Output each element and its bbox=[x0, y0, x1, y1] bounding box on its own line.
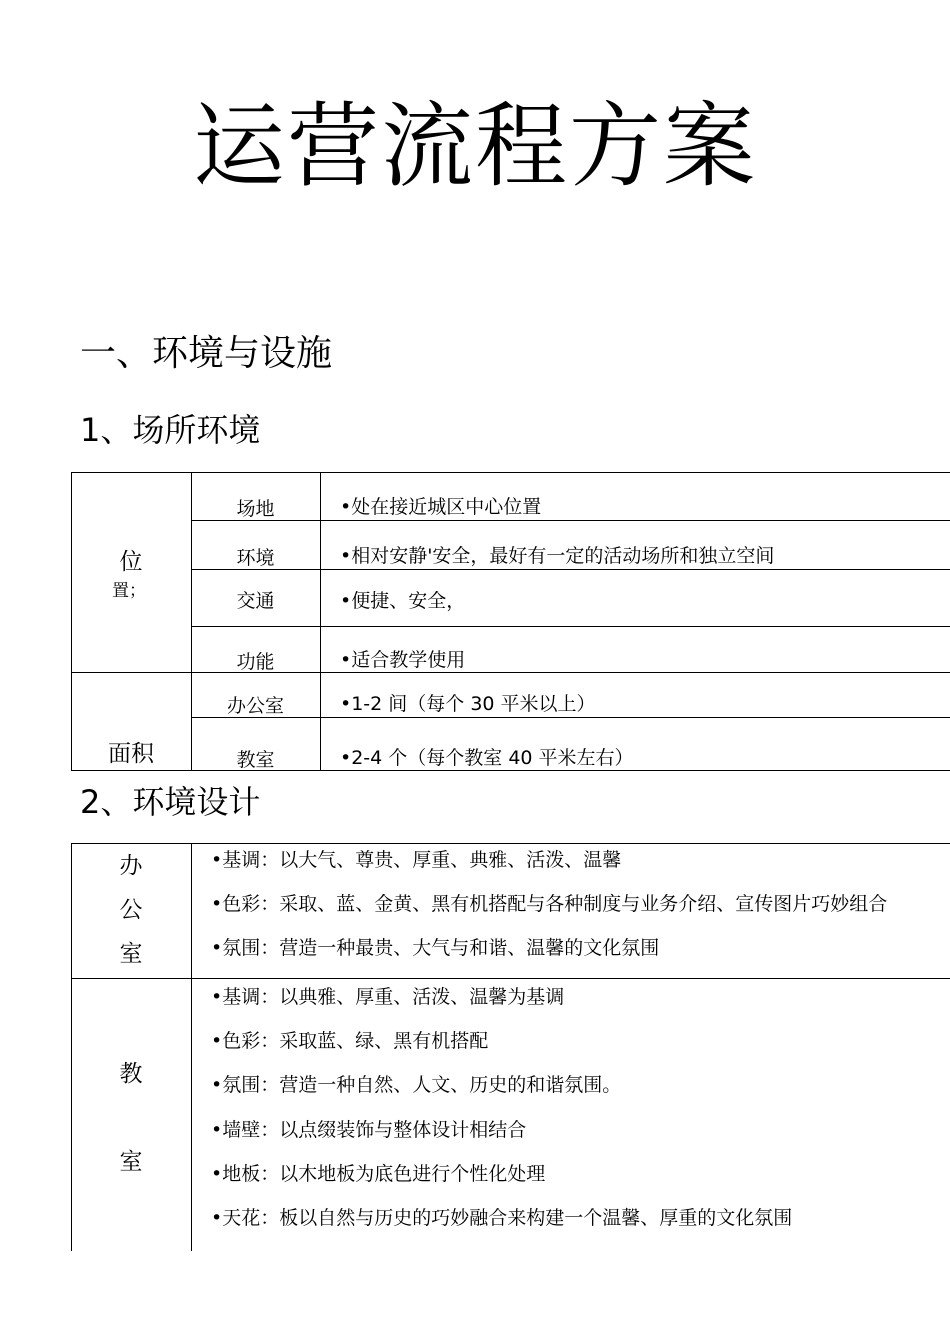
classroom-item: •色彩：采取蓝、绿、黑有机搭配 bbox=[211, 1030, 489, 1052]
row-divider bbox=[71, 978, 950, 979]
classroom-item: •天花：板以自然与历史的巧妙融合来构建一个温馨、厚重的文化氛围 bbox=[211, 1207, 793, 1229]
classroom-item: •墙壁：以点缀装饰与整体设计相结合 bbox=[211, 1119, 527, 1141]
office-item: •色彩：采取、蓝、金黄、黑有机搭配与各种制度与业务介绍、宣传图片巧妙组合 bbox=[211, 893, 888, 915]
row-key: 功能 bbox=[236, 651, 275, 673]
subsection-heading-design: 2、环境设计 bbox=[80, 783, 261, 821]
office-item: •氛围：营造一种最贵、大气与和谐、温馨的文化氛围 bbox=[211, 937, 660, 959]
group-label-area: 面积 bbox=[108, 741, 154, 767]
office-label-char: 室 bbox=[119, 941, 143, 967]
group-label-location-sub: 置； bbox=[112, 581, 146, 601]
subsection-heading-venue: 1、场所环境 bbox=[80, 411, 261, 449]
table-border bbox=[71, 843, 950, 844]
group-label-location: 位 bbox=[119, 549, 143, 575]
classroom-label-char: 室 bbox=[119, 1149, 143, 1175]
column-divider bbox=[320, 472, 321, 770]
classroom-item: •基调：以典雅、厚重、活泼、温馨为基调 bbox=[211, 986, 565, 1008]
classroom-item: •氛围：营造一种自然、人文、历史的和谐氛围。 bbox=[211, 1074, 622, 1096]
row-value: •2-4 个（每个教室 40 平米左右） bbox=[340, 747, 634, 769]
document-title: 运营流程方案 bbox=[192, 93, 757, 200]
row-key: 交通 bbox=[236, 590, 275, 612]
row-key: 教室 bbox=[236, 749, 275, 771]
section-heading: 一、环境与设施 bbox=[80, 333, 333, 374]
row-key: 办公室 bbox=[226, 695, 284, 717]
office-label-char: 公 bbox=[119, 897, 143, 923]
office-item: •基调：以大气、尊贵、厚重、典雅、活泼、温馨 bbox=[211, 849, 622, 871]
row-key: 环境 bbox=[236, 547, 275, 569]
classroom-item: •地板：以木地板为底色进行个性化处理 bbox=[211, 1163, 546, 1185]
row-value: •便捷、安全， bbox=[340, 590, 466, 612]
row-key: 场地 bbox=[236, 498, 275, 520]
row-value: •适合教学使用 bbox=[340, 649, 466, 671]
table-border bbox=[71, 472, 950, 473]
table-border bbox=[71, 472, 72, 770]
row-value: •相对安静'安全，最好有一定的活动场所和独立空间 bbox=[340, 545, 775, 567]
office-label-char: 办 bbox=[119, 853, 143, 879]
row-value: •处在接近城区中心位置 bbox=[340, 496, 542, 518]
column-divider bbox=[191, 843, 192, 1251]
row-value: •1-2 间（每个 30 平米以上） bbox=[340, 693, 596, 715]
classroom-label-char: 教 bbox=[119, 1061, 143, 1087]
row-divider bbox=[191, 626, 950, 627]
